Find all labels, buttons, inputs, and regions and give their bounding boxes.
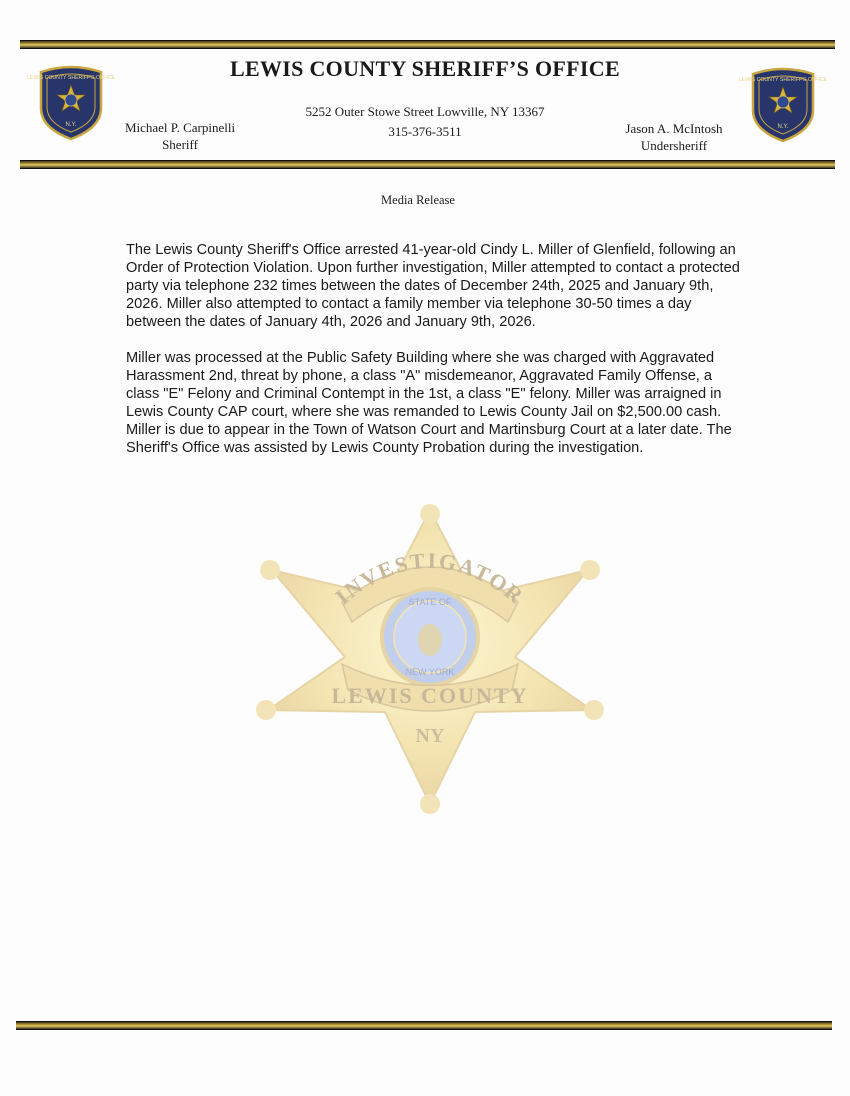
release-paragraph-1: The Lewis County Sheriff's Office arrested 41-year-old Cindy L. Miller of Glenfield, following an Order of Protection Violation. Upon further investigation, Miller attempted to contact a protected party via telephone 232 times between the dates of December 24th, 2025 and January 9th, 2026. Miller also attempted to contact a family member via telephone 30-50 times a day between the dates of January 4th, 2026 and January 9th, 2026. xyxy=(126,242,740,330)
undersheriff-role: Undersheriff xyxy=(640,138,708,153)
sheriff-role: Sheriff xyxy=(162,137,198,152)
release-body xyxy=(126,241,744,475)
undersheriff-block xyxy=(604,120,744,154)
header-top-rule xyxy=(20,40,835,49)
sheriff-patch-right-icon xyxy=(739,66,827,142)
patch-ring-text: LEWIS COUNTY SHERIFF'S OFFICE xyxy=(27,75,115,81)
patch-bottom-text: N.Y. xyxy=(777,124,789,130)
badge-banner-top: INVESTIGATOR xyxy=(330,547,530,610)
header-bottom-rule xyxy=(20,160,835,169)
badge-footer: NY xyxy=(415,725,445,747)
patch-ring-text: LEWIS COUNTY SHERIFF'S OFFICE xyxy=(739,77,827,83)
badge-seal-top: STATE OF xyxy=(408,597,452,607)
sheriff-block xyxy=(110,119,250,153)
badge-seal-bottom: NEW YORK xyxy=(405,667,455,677)
undersheriff-name: Jason A. McIntosh xyxy=(625,121,723,136)
patch-bottom-text: N.Y. xyxy=(65,122,77,128)
badge-banner-bottom: LEWIS COUNTY xyxy=(331,683,529,708)
media-release-label: Media Release xyxy=(381,193,455,207)
sheriff-name: Michael P. Carpinelli xyxy=(124,120,236,135)
release-paragraph-2: Miller was processed at the Public Safety Building where she was charged with Aggravated Harassment 2nd, threat by phone, a class "A" misdemeanor, Aggravated Family Offense, a class "E" Felony and Criminal Contempt in the 1st, a class "E" felony. Miller was arraigned in Lewis County CAP court, where she was remanded to Lewis County Jail on $2,500.00 cash. Miller is due to appear in the Town of Watson Court and Martinsburg Court at a later date. The Sheriff's Office was assisted by Lewis County Probation during the investigation. xyxy=(126,350,732,456)
office-title: LEWIS COUNTY SHERIFF’S OFFICE xyxy=(230,56,620,81)
office-phone: 315-376-3511 xyxy=(388,124,462,139)
footer-rule xyxy=(16,1021,832,1030)
investigator-badge-watermark-icon xyxy=(250,492,610,817)
office-address: 5252 Outer Stowe Street Lowville, NY 13367 xyxy=(305,104,545,119)
